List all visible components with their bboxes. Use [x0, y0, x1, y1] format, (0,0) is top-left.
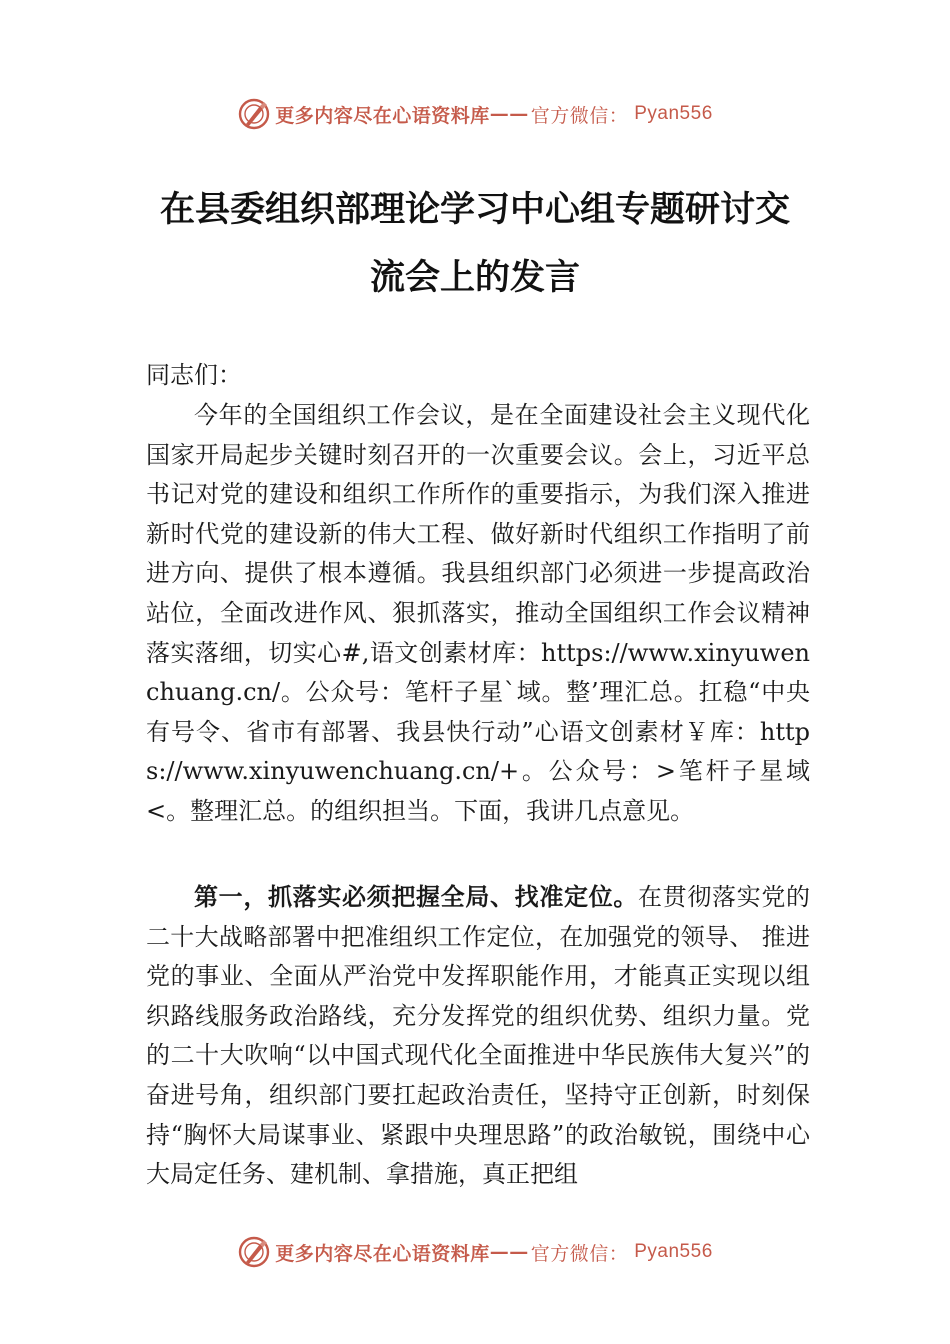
pen-logo-icon	[237, 1235, 271, 1269]
pen-logo-icon	[237, 97, 271, 131]
paragraph-intro: 今年的全国组织工作会议，是在全面建设社会主义现代化国家开局起步关键时刻召开的一次重要会议。会上，习近平总书记对党的建设和组织工作所作的重要指示，为我们深入推进新时代党的建设新的伟大工程、做好新时代组织工作指明了前进方向、提供了根本遵循。我县组织部门必须进一步提高政治站位，全面改进作风、狠抓落实，推动全国组织工作会议精神落实落细，切实心#,语文创素材库：https://www.xinyuwenchuang.cn/。公众号：笔杆子星`域。整’理汇总。扛稳“中央有号令、省市有部署、我县快行动”心语文创素材￥库：https://www.xinyuwenchuang.cn/+。公众号：>笔杆子星域<。整理汇总。的组织担当。下面，我讲几点意见。	[146, 401, 810, 825]
banner-wechat-handle: Pyan556	[634, 103, 713, 124]
banner-wechat-label: 官方微信：	[530, 1242, 629, 1265]
banner-brand-text: 更多内容尽在心语资料库	[275, 1242, 490, 1265]
document-title-line-1: 在县委组织部理论学习中心组专题研讨交	[159, 189, 790, 230]
banner-dash: ——	[489, 1241, 529, 1263]
section-1-heading: 第一，抓落实必须把握全局、找准定位。	[194, 883, 638, 911]
banner-brand-text: 更多内容尽在心语资料库	[275, 104, 490, 127]
paragraph-section-1	[146, 878, 810, 1195]
document-title-line-2: 流会上的发言	[369, 257, 580, 298]
header-watermark-banner	[0, 94, 950, 134]
banner-dash: ——	[489, 103, 529, 125]
section-1-body: 在贯彻落实党的二十大战略部署中把准组织工作定位，在加强党的领导、 推进党的事业、全面从严治党中发挥职能作用，才能真正实现以组织路线服务政治路线，充分发挥党的组织优势、组织力量。党的二十大吹响“以中国式现代化全面推进中华民族伟大复兴”的奋进号角，组织部门要扛起政治责任，坚持守正创新，时刻保持“胸怀大局谋事业、紧跟中央理思路”的政治敏锐，围绕中心大局定任务、建机制、拿措施，真正把组	[146, 883, 810, 1189]
banner-wechat-label: 官方微信：	[530, 104, 629, 127]
greeting: 同志们：	[146, 361, 242, 389]
banner-wechat-handle: Pyan556	[634, 1241, 713, 1262]
footer-watermark-banner	[0, 1232, 950, 1272]
